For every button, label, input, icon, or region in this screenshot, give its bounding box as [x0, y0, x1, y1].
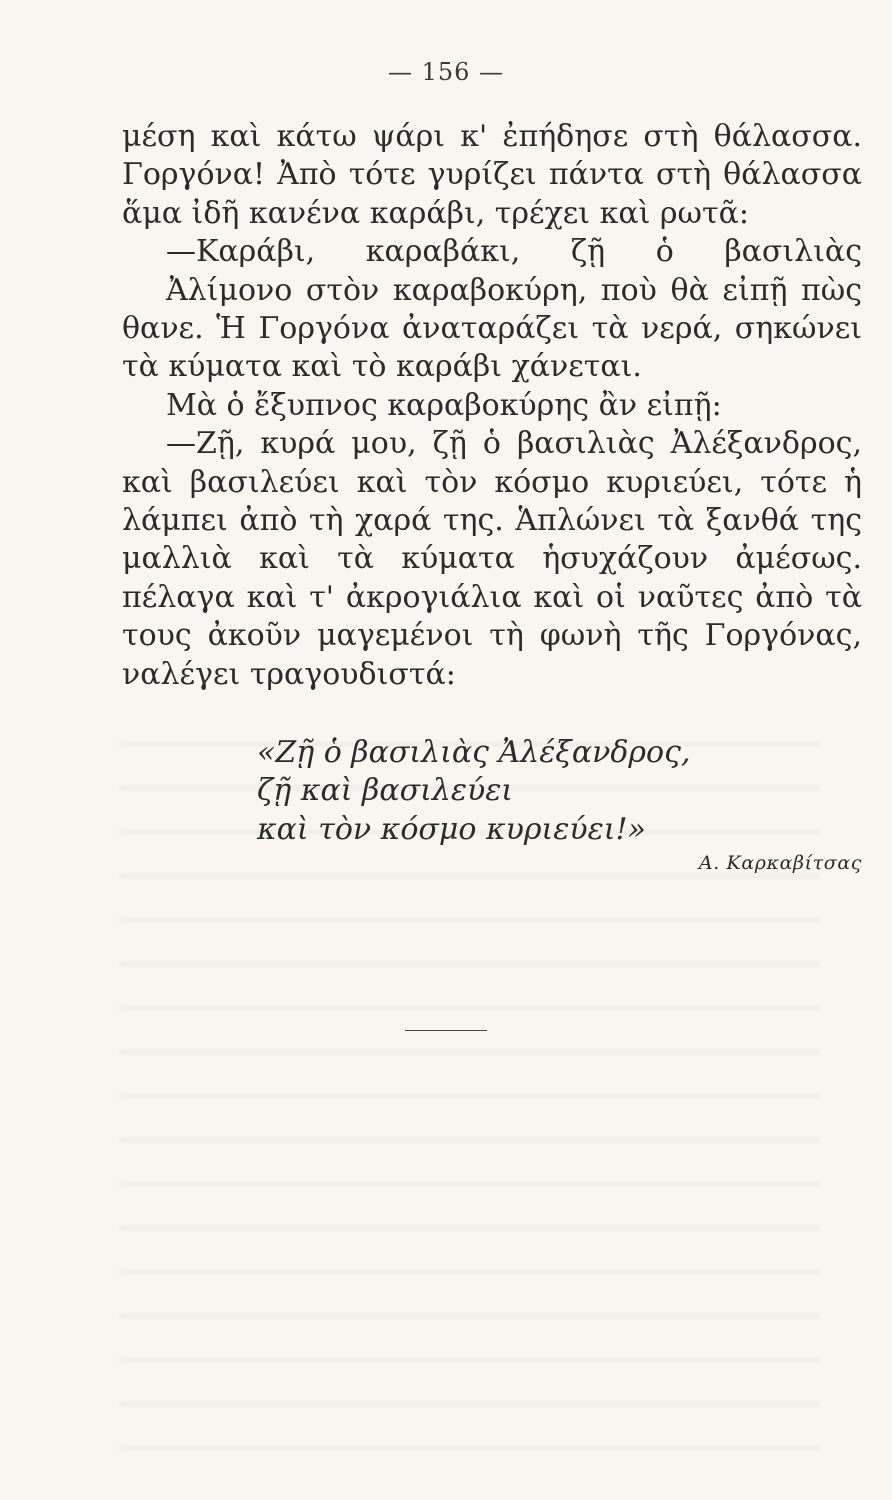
text-line: τους ἀκοῦν μαγεμένοι τὴ φωνὴ τῆς Γοργόνας, — [122, 618, 862, 654]
verse-line: ζῇ καὶ βασιλεύει — [257, 773, 514, 809]
verse-block — [257, 734, 690, 849]
text-line: πέλαγα καὶ τ' ἀκρογιάλια καὶ οἱ ναῦτες ἀπὸ τὰ — [122, 579, 862, 615]
section-divider — [405, 1030, 487, 1031]
text-line: ἅμα ἰδῆ κανένα καράβι, τρέχει καὶ ρωτᾶ: — [122, 195, 749, 231]
text-line: καὶ βασιλεύει καὶ τὸν κόσμο κυριεύει, τότε ἡ — [122, 464, 862, 500]
text-line: μέση καὶ κάτω ψάρι κ' ἐπήδησε στὴ θάλασσα. — [122, 119, 862, 154]
text-line: Ἀλίμονο στὸν καραβοκύρη, ποὺ θὰ εἰπῇ πὼς — [166, 272, 862, 308]
page-number: — 156 — — [387, 58, 505, 86]
verse-line: «Ζῇ ὁ βασιλιὰς Ἀλέξανδρος, — [257, 735, 691, 770]
author-signature: Α. Καρκαβίτσας — [698, 852, 862, 874]
text-line: λάμπει ἀπὸ τὴ χαρά της. Ἁπλώνει τὰ ξανθά της — [122, 502, 862, 538]
text-line: —Καράβι, καραβάκι, ζῇ ὁ βασιλιὰς — [166, 234, 862, 270]
verse-line: καὶ τὸν κόσμο κυριεύει!» — [257, 811, 646, 847]
text-line: Γοργόνα! Ἀπὸ τότε γυρίζει πάντα στὴ θάλασσα — [122, 157, 862, 193]
text-line: θανε. Ἡ Γοργόνα ἀναταράζει τὰ νερά, σηκώνει — [122, 310, 862, 346]
text-line: ναλέγει τραγουδιστά: — [122, 656, 456, 692]
text-line: —Ζῇ, κυρά μου, ζῇ ὁ βασιλιὰς Ἀλέξανδρος, — [166, 426, 862, 462]
text-line: τὰ κύματα καὶ τὸ καράβι χάνεται. — [122, 349, 642, 385]
text-line: μαλλιὰ καὶ τὰ κύματα ἡσυχάζουν ἀμέσως. — [122, 541, 862, 577]
body-text — [122, 118, 862, 694]
text-line: Μὰ ὁ ἔξυπνος καραβοκύρης ἂν εἰπῇ: — [166, 387, 722, 423]
